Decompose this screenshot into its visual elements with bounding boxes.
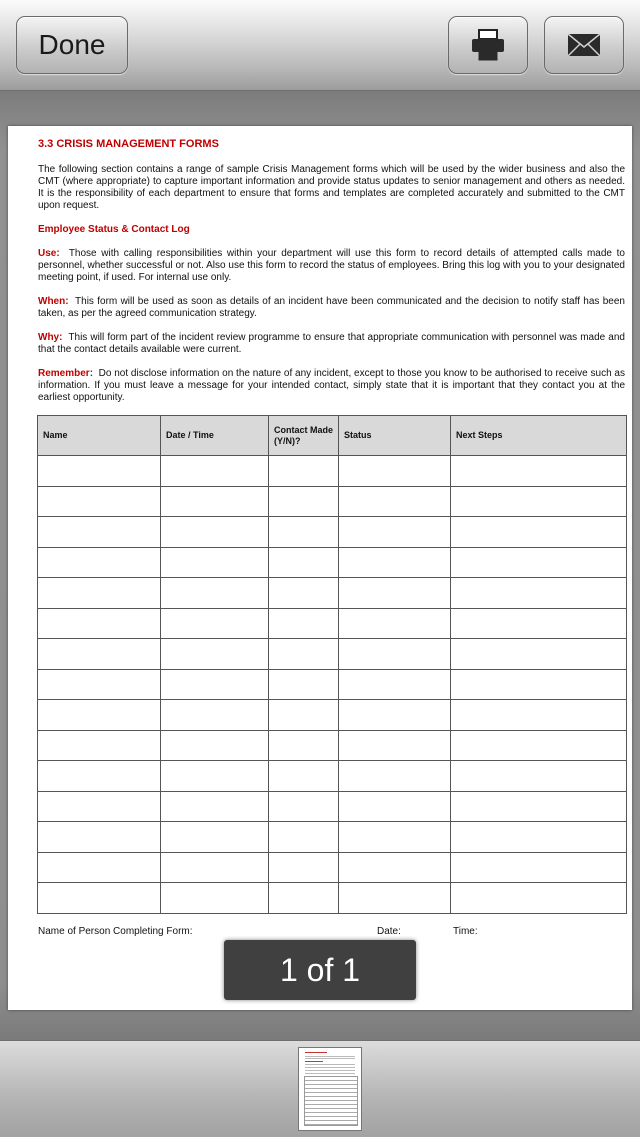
table-cell xyxy=(38,608,161,639)
table-row xyxy=(38,486,627,517)
table-row xyxy=(38,456,627,487)
table-row xyxy=(38,547,627,578)
table-cell xyxy=(161,517,269,548)
print-button[interactable] xyxy=(448,16,528,74)
table-cell xyxy=(339,669,451,700)
table-cell xyxy=(269,730,339,761)
table-row xyxy=(38,883,627,914)
thumbnail-bar xyxy=(0,1040,640,1137)
table-cell xyxy=(339,547,451,578)
table-cell xyxy=(38,639,161,670)
table-cell xyxy=(38,547,161,578)
table-row xyxy=(38,730,627,761)
when-text: This form will be used as soon as details of an incident have been communicated and the decision to notify staff has been taken, as per the agreed communication strategy. xyxy=(38,296,625,319)
why-text: This will form part of the incident review programme to ensure that appropriate communication with personnel was made and that the contact details available were current. xyxy=(38,332,625,355)
table-cell xyxy=(38,883,161,914)
table-row xyxy=(38,852,627,883)
document-title: 3.3 CRISIS MANAGEMENT FORMS xyxy=(38,138,219,150)
table-cell xyxy=(269,486,339,517)
table-cell xyxy=(38,578,161,609)
header-status: Status xyxy=(339,416,451,456)
table-cell xyxy=(339,883,451,914)
table-cell xyxy=(339,822,451,853)
table-cell xyxy=(451,547,627,578)
use-text: Those with calling responsibilities within your department will use this form to record details of attempted calls made to personnel, whether successful or not. Also use this form to record the status of employees. Bring this log with you to your designated meeting point, if used. For internal use only. xyxy=(38,248,625,283)
page-indicator: 1 of 1 xyxy=(224,940,416,1000)
document-page[interactable] xyxy=(8,126,632,1010)
contact-log-table xyxy=(37,415,627,914)
why-paragraph xyxy=(38,332,625,356)
table-cell xyxy=(451,639,627,670)
table-row xyxy=(38,822,627,853)
table-cell xyxy=(269,700,339,731)
use-paragraph xyxy=(38,248,625,284)
table-cell xyxy=(38,730,161,761)
table-cell xyxy=(269,547,339,578)
table-cell xyxy=(269,822,339,853)
table-cell xyxy=(161,486,269,517)
table-cell xyxy=(161,639,269,670)
page-thumbnail[interactable] xyxy=(298,1047,362,1131)
table-cell xyxy=(339,578,451,609)
table-cell xyxy=(451,883,627,914)
table-row xyxy=(38,608,627,639)
table-cell xyxy=(451,486,627,517)
table-cell xyxy=(451,608,627,639)
table-cell xyxy=(38,761,161,792)
table-cell xyxy=(339,608,451,639)
table-cell xyxy=(269,456,339,487)
table-row xyxy=(38,761,627,792)
envelope-icon xyxy=(567,33,601,57)
table-cell xyxy=(161,852,269,883)
table-cell xyxy=(38,669,161,700)
table-row xyxy=(38,578,627,609)
table-cell xyxy=(451,761,627,792)
name-completing-label: Name of Person Completing Form: xyxy=(38,926,193,937)
table-cell xyxy=(38,486,161,517)
done-button[interactable]: Done xyxy=(16,16,128,74)
table-cell xyxy=(269,761,339,792)
table-row xyxy=(38,639,627,670)
date-label: Date: xyxy=(377,926,401,937)
table-cell xyxy=(161,700,269,731)
table-body xyxy=(38,456,627,914)
table-cell xyxy=(451,669,627,700)
time-label: Time: xyxy=(453,926,478,937)
when-paragraph xyxy=(38,296,625,320)
table-cell xyxy=(38,700,161,731)
table-cell xyxy=(161,608,269,639)
table-cell xyxy=(38,456,161,487)
table-cell xyxy=(161,761,269,792)
table-cell xyxy=(38,517,161,548)
remember-paragraph xyxy=(38,368,625,404)
table-cell xyxy=(269,852,339,883)
printer-icon xyxy=(471,29,505,61)
table-cell xyxy=(161,547,269,578)
mail-button[interactable] xyxy=(544,16,624,74)
table-cell xyxy=(161,669,269,700)
table-cell xyxy=(161,883,269,914)
table-cell xyxy=(161,456,269,487)
table-cell xyxy=(269,517,339,548)
remember-label: Remember: xyxy=(38,368,94,379)
table-row xyxy=(38,517,627,548)
table-cell xyxy=(339,639,451,670)
table-cell xyxy=(38,791,161,822)
table-cell xyxy=(451,791,627,822)
table-cell xyxy=(339,456,451,487)
when-label: When: xyxy=(38,296,69,307)
header-next-steps: Next Steps xyxy=(451,416,627,456)
table-row xyxy=(38,700,627,731)
remember-text: Do not disclose information on the nature of any incident, except to those you know to be authorised to receive such as information. If you must leave a message for your intended contact, simply state that it is important that they contact you at the earliest opportunity. xyxy=(38,368,625,403)
table-cell xyxy=(339,486,451,517)
table-cell xyxy=(451,730,627,761)
table-cell xyxy=(339,761,451,792)
table-cell xyxy=(339,852,451,883)
table-cell xyxy=(161,791,269,822)
table-row xyxy=(38,791,627,822)
table-cell xyxy=(269,608,339,639)
table-cell xyxy=(451,578,627,609)
use-label: Use: xyxy=(38,248,60,259)
table-cell xyxy=(269,669,339,700)
table-cell xyxy=(451,517,627,548)
table-cell xyxy=(451,700,627,731)
table-cell xyxy=(38,822,161,853)
header-name: Name xyxy=(38,416,161,456)
table-header-row xyxy=(38,416,627,456)
table-cell xyxy=(451,456,627,487)
table-cell xyxy=(339,700,451,731)
header-contact-made: Contact Made (Y/N)? xyxy=(269,416,339,456)
table-cell xyxy=(38,852,161,883)
table-cell xyxy=(161,578,269,609)
table-cell xyxy=(161,822,269,853)
top-toolbar xyxy=(0,0,640,91)
table-cell xyxy=(339,730,451,761)
intro-paragraph: The following section contains a range of sample Crisis Management forms which will be used by the wider business and also the CMT (where appropriate) to capture important information and provide status updates to senior management and others as needed. It is the responsibility of each department to ensure that forms and templates are completed accurately and submitted to the CMT upon request. xyxy=(38,164,625,211)
table-cell xyxy=(451,852,627,883)
table-row xyxy=(38,669,627,700)
table-cell xyxy=(269,791,339,822)
table-cell xyxy=(269,639,339,670)
section-subtitle: Employee Status & Contact Log xyxy=(38,224,190,235)
table-cell xyxy=(451,822,627,853)
table-cell xyxy=(269,883,339,914)
header-date-time: Date / Time xyxy=(161,416,269,456)
table-cell xyxy=(161,730,269,761)
table-cell xyxy=(339,791,451,822)
why-label: Why: xyxy=(38,332,63,343)
table-cell xyxy=(269,578,339,609)
table-cell xyxy=(339,517,451,548)
